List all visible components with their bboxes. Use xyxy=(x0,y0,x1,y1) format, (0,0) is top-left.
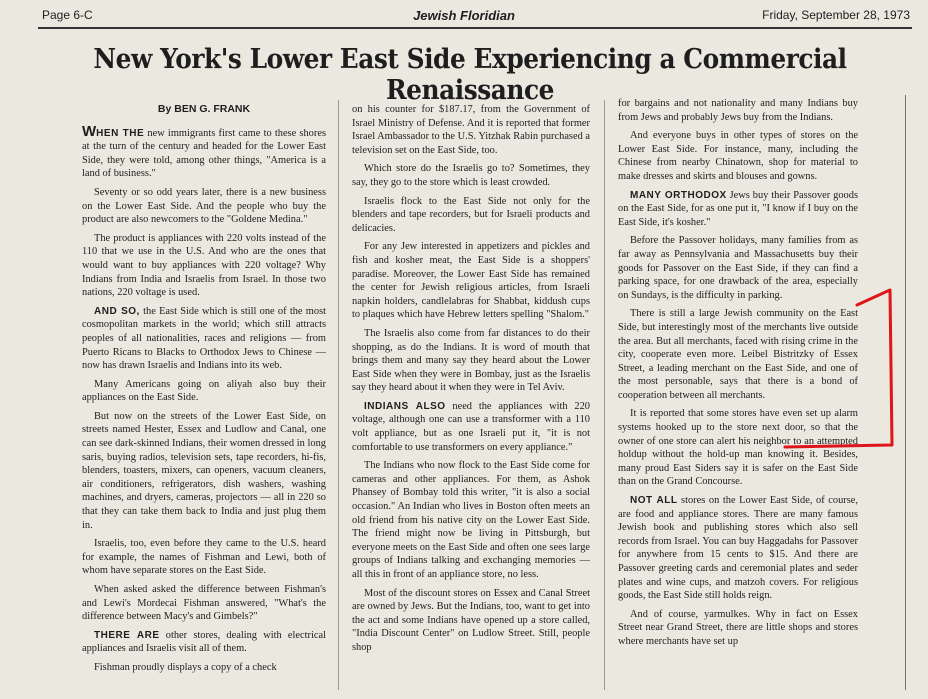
paragraph: Which store do the Israelis go to? Sometimes, they say, they go to the store which is least crowded. xyxy=(352,163,590,188)
paragraph: AND SO, the East Side which is still one of the most cosmopolitan markets in the world; which still attracts peoples of all nationalities, races and religions — from Puerto Ricans to Blacks to Orthodox Jews to Chinese — now has drawn Israelis and Indians into its web. xyxy=(82,305,326,372)
byline: By BEN G. FRANK xyxy=(157,103,251,115)
paragraph: And everyone buys in other types of stores on the Lower East Side. For instance, many, including the Chinese from nearby Chinatown, shop for material to make dresses and skirts and blouses and gowns. xyxy=(618,130,858,182)
paragraph: MANY ORTHODOX Jews buy their Passover goods on the East Side, for as one put it, "I know if I buy on the East Side, it's kosher." xyxy=(618,189,858,228)
paragraph: Most of the discount stores on Essex and Canal Street are owned by Jews. But the Indians, too, want to get into the act and some Indians have opened up a store called, "India Discount Center" on Ludlow Street. Still, people shop xyxy=(352,587,590,653)
paragraph: The product is appliances with 220 volts instead of the 110 that we use in the U.S. And who are the ones that would want to buy appliances with 220 voltage? Why Indians from India and Israelis from Israel. In those two nations, 220 voltage is used. xyxy=(82,232,326,299)
paragraph: THERE ARE other stores, dealing with electrical appliances and Israelis visit all of them. xyxy=(82,629,326,655)
paragraph: on his counter for $187.17, from the Government of Israel Ministry of Defense. And it is reported that former Israel Ambassador to the U.S. Yitzhak Rabin purchased a television set on the East Side, too. xyxy=(352,104,590,156)
drop-cap: W xyxy=(82,122,97,140)
red-bracket-line xyxy=(785,290,892,447)
paragraph: And of course, yarmulkes. Why in fact on Essex Street near Grand Street, there are little shops and stores where merchants have set up xyxy=(618,608,858,647)
paragraph: It is reported that some stores have even set up alarm systems hooked up to the store next door, so that the owner of one store can alert his neighbor to an attempted holdup without the hold-up man knowing it. Besides, many proud East Siders say it is safer on the East Side than on the Grand Concourse. xyxy=(618,408,858,488)
paragraph: WHEN THE new immigrants first came to these shores at the turn of the century and headed for the Lower East Side, they were told, among other things, "America is a land of business." xyxy=(82,122,326,180)
issue-date: Friday, September 28, 1973 xyxy=(762,8,910,22)
paragraph: For any Jew interested in appetizers and pickles and fish and kosher meat, the East Side is a shoppers' paradise. Moreover, the Lower East Side has remained the center for Jewish religious articles, from Israeli napkin holders, candlelabras for Shabbat, kiddush cups to plaques which have Hebrew letters spelling "Shalom." xyxy=(352,241,590,321)
paragraph: There is still a large Jewish community on the East Side, but interestingly most of the merchants live outside the area. But all merchants, faced with rising crime in the city, cooperate even more. Leibel Bistritzky of Essex Street, a leading merchant on the East Side, and one of the most personable, says that there is a bond of cooperation between all merchants. xyxy=(618,308,858,401)
paragraph: INDIANS ALSO need the appliances with 220 voltage, although one can use a transformer with a 110 volt appliance, but as one Israeli put it, "it is not comfortable to use transformers on every appliance." xyxy=(352,400,590,453)
paragraph: NOT ALL stores on the Lower East Side, of course, are food and appliance stores. There are many famous Jewish book and publishing stores which also sell records from Israel. You can buy Haggadahs for Passover for anywhere from 15 cents to $15. And there are Passover greeting cards and ceremonial plates and seder plates and wine cups, and matzoh covers. For religious goods, the East Side still holds reign. xyxy=(618,495,858,602)
paragraph: Israelis, too, even before they came to the U.S. heard for example, the names of Fishman and Lewi, both of whom have separate stores on the East Side. xyxy=(82,538,326,577)
paragraph: for bargains and not nationality and many Indians buy from Jews and probably Jews buy from the Indians. xyxy=(618,98,858,123)
paragraph: Before the Passover holidays, many families from as far away as Pennsylvania and Massachusetts buy their goods for Passover on the East Side, if they can find a parking space, for one drawback of the area, especially on Sundays, is the difficulty in parking. xyxy=(618,235,858,301)
paragraph: Israelis flock to the East Side not only for the blenders and tape recorders, but for Israeli products and delicacies. xyxy=(352,195,590,234)
paragraph: The Israelis also come from far distances to do their shopping, as do the Indians. It is word of mouth that brings them and many say they heard about the Lower East Side when they were in Bombay, just as the Israelis say they heard about it when they were in Tel Aviv. xyxy=(352,327,590,394)
paragraph: Many Americans going on aliyah also buy their appliances on the East Side. xyxy=(82,378,326,404)
paragraph: Fishman proudly displays a copy of a check xyxy=(94,661,277,673)
page-number: Page 6-C xyxy=(42,8,93,22)
paragraph: When asked asked the difference between Fishman's and Lewi's Mordecai Fishman answered, "What's the difference between Macy's and Gimbels?" xyxy=(82,584,326,623)
masthead: Jewish Floridian xyxy=(413,8,515,23)
paragraph: Seventy or so odd years later, there is a new business on the Lower East Side. And the people who buy the product are also newcomers to the "Goldene Medina." xyxy=(82,186,326,226)
paragraph: But now on the streets of the Lower East Side, on streets named Hester, Essex and Ludlow and Canal, one can see dark-skinned Indians, their women dressed in long saris, buying radios, television sets, tape recorders, hi-fis, blenders, toasters, mixers, can openers, vacuum cleaners, air conditioners, refrigerators, dish washers, washing machines, and dryers, cameras, projectors — all in 220 so that they can take them back to India and just plug them in. xyxy=(82,410,326,531)
headline: New York's Lower East Side Experiencing a Commercial Renaissance xyxy=(93,44,847,106)
paragraph: The Indians who now flock to the East Side come for cameras and other appliances. For them, as Ashok Phansey of Bombay told this writer, "it is also a social occasion." An Indian who lives in Boston often meets an old friend from his native city on the Lower East Side. The friend might now be living in Pittsburgh, but everyone meets on the East Side and often one sees large groups of Indians talking and exchanging memories — all this in front of an appliance store, no less. xyxy=(352,460,590,580)
